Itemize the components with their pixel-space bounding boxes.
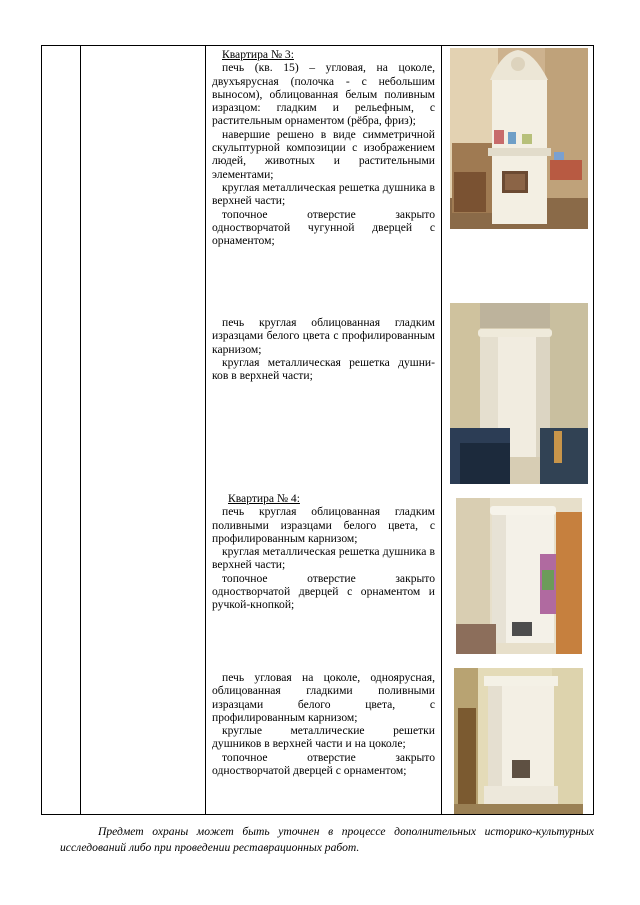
description-item: круглые металлические решетки душников в верхней части и на цоколе;: [212, 724, 435, 751]
apartment3-stove2-text: [212, 316, 435, 382]
stove-photo-1: [450, 48, 588, 229]
apartment3-heading: Квартира № 3:: [222, 48, 294, 61]
description-item: топочное отверстие закрыто одностворчатой дверцей с орнаментом;: [212, 750, 435, 778]
apartment4-heading: Квартира № 4:: [228, 492, 300, 505]
column-divider: [80, 45, 81, 815]
apartment3-stove1-text: [212, 48, 435, 247]
description-item: топочное отверстие закрыто одностворчатой дверцей с орнаментом и ручкой-кнопкой;: [212, 571, 435, 612]
column-divider: [441, 45, 442, 815]
apartment4-stove1-text: [212, 492, 435, 612]
description-item: печь угловая на цоколе, одноярусная, облицованная гладкими поливными изразцами белого цвета, с профилированным карнизом;: [212, 671, 435, 724]
description-item: круглая металлическая решетка душника в верхней части;: [212, 545, 435, 572]
stove-photo-4: [454, 668, 583, 814]
description-item: круглая металлическая решетка душни-ков в верхней части;: [212, 355, 435, 383]
description-item: топочное отверстие закрыто одностворчатой чугунной дверцей с орнаментом;: [212, 207, 435, 248]
stove-photo-2: [450, 303, 588, 484]
apartment4-stove2-text: [212, 671, 435, 777]
stove-photo-3: [456, 498, 582, 654]
description-item: печь (кв. 15) – угловая, на цоколе, двухъярусная (полочка - с небольшим выносом), облицованная белым поливным изразцом: гладким и рельефным, с растительным орнаментом (рёбра, фриз);: [212, 61, 435, 128]
description-item: печь круглая облицованная гладким поливными изразцами белого цвета, с профилированным карнизом;: [212, 505, 435, 545]
footer-note: Предмет охраны может быть уточнен в процессе дополнительных историко-культурных исследований либо при проведении реставрационных работ.: [60, 825, 594, 854]
column-divider: [205, 45, 206, 815]
description-item: навершие решено в виде симметричной скульптурной композиции с изображением людей, животных и растительными элементами;: [212, 127, 435, 181]
description-item: круглая металлическая решетка душника в верхней части;: [212, 180, 435, 208]
description-item: печь круглая облицованная гладким изразцами белого цвета с профилированным карнизом;: [212, 316, 435, 356]
